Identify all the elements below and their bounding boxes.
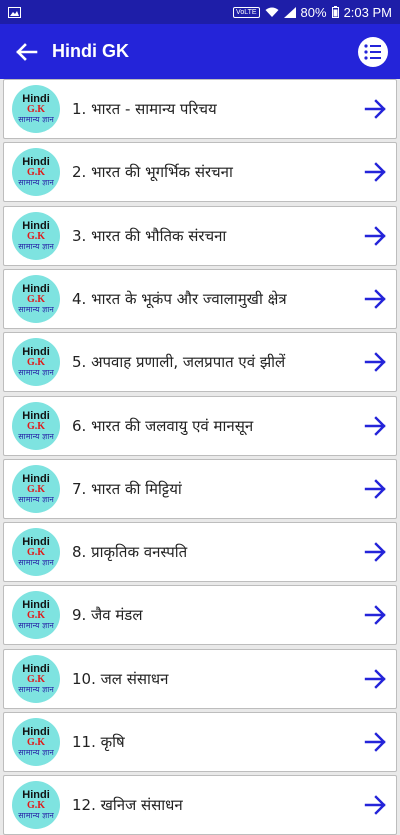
gallery-notification-icon bbox=[8, 7, 21, 18]
list-item-label: 2. भारत की भूगर्भिक संरचना bbox=[72, 163, 233, 182]
list-item-label: 10. जल संसाधन bbox=[72, 669, 169, 688]
arrow-right-icon[interactable] bbox=[356, 332, 396, 392]
arrow-right-icon[interactable] bbox=[356, 522, 396, 582]
logo-line2: G.K bbox=[26, 104, 46, 115]
list-item[interactable] bbox=[3, 269, 397, 329]
list-item-label: 3. भारत की भौतिक संरचना bbox=[72, 226, 227, 245]
logo-line1: Hindi bbox=[22, 282, 50, 295]
logo-line3: सामान्य ज्ञान bbox=[18, 241, 54, 251]
hindi-gk-logo bbox=[12, 212, 60, 260]
list-item-label: 6. भारत की जलवायु एवं मानसून bbox=[72, 416, 254, 435]
hindi-gk-logo bbox=[12, 718, 60, 766]
arrow-right-icon[interactable] bbox=[356, 79, 396, 139]
logo-line1: Hindi bbox=[22, 219, 50, 232]
logo-line2: G.K bbox=[26, 420, 46, 432]
list-item-label: 7. भारत की मिट्टियां bbox=[72, 479, 182, 498]
wifi-icon bbox=[265, 7, 279, 18]
logo-line3: सामान्य ज्ञान bbox=[18, 115, 54, 124]
logo-line1: Hindi bbox=[22, 409, 50, 422]
volte-badge: VoLTE bbox=[233, 7, 260, 18]
list-item-label: 1. भारत - सामान्य परिचय bbox=[72, 100, 217, 118]
logo-line3: सामान्य ज्ञान bbox=[18, 368, 54, 378]
list-item[interactable] bbox=[3, 206, 397, 266]
hindi-gk-logo bbox=[12, 465, 60, 513]
hindi-gk-logo bbox=[12, 528, 60, 576]
logo-line2: G.K bbox=[26, 673, 46, 685]
arrow-right-icon[interactable] bbox=[356, 649, 396, 709]
logo-line2: G.K bbox=[26, 357, 46, 369]
list-item[interactable] bbox=[3, 775, 397, 835]
logo-line1: Hindi bbox=[22, 726, 50, 738]
list-item[interactable] bbox=[3, 522, 397, 582]
app-bar bbox=[0, 24, 400, 79]
hindi-gk-logo bbox=[12, 275, 60, 323]
logo-line1: Hindi bbox=[22, 156, 50, 169]
logo-line3: सामान्य ज्ञान bbox=[18, 621, 54, 631]
logo-line3: सामान्य ज्ञान bbox=[18, 558, 54, 568]
list-item[interactable] bbox=[3, 332, 397, 392]
logo-line3: सामान्य ज्ञान bbox=[18, 494, 54, 504]
hindi-gk-logo bbox=[12, 148, 60, 196]
logo-line3: सामान्य ज्ञान bbox=[18, 811, 54, 821]
menu-button[interactable] bbox=[358, 37, 388, 67]
list-item-label: 11. कृषि bbox=[72, 733, 125, 751]
logo-line3: सामान्य ज्ञान bbox=[18, 431, 54, 441]
hindi-gk-logo bbox=[12, 781, 60, 829]
logo-line1: Hindi bbox=[22, 662, 50, 675]
hindi-gk-logo bbox=[12, 85, 60, 133]
hindi-gk-logo bbox=[12, 591, 60, 639]
arrow-right-icon[interactable] bbox=[356, 459, 396, 519]
arrow-right-icon[interactable] bbox=[356, 712, 396, 772]
list-item[interactable] bbox=[3, 396, 397, 456]
hindi-gk-logo bbox=[12, 338, 60, 386]
logo-line3: सामान्य ज्ञान bbox=[18, 748, 54, 757]
logo-line3: सामान्य ज्ञान bbox=[18, 684, 54, 694]
battery-percent: 80% bbox=[300, 4, 327, 20]
arrow-right-icon[interactable] bbox=[356, 269, 396, 329]
logo-line3: सामान्य ज्ञान bbox=[18, 304, 54, 314]
logo-line2: G.K bbox=[26, 293, 46, 305]
list-item-label: 9. जैव मंडल bbox=[72, 606, 143, 625]
arrow-right-icon[interactable] bbox=[356, 396, 396, 456]
logo-line2: G.K bbox=[26, 737, 46, 748]
logo-line1: Hindi bbox=[22, 789, 50, 802]
logo-line2: G.K bbox=[26, 230, 46, 242]
page-title: Hindi GK bbox=[52, 41, 129, 61]
logo-line2: G.K bbox=[26, 547, 46, 559]
arrow-right-icon[interactable] bbox=[356, 585, 396, 645]
arrow-right-icon[interactable] bbox=[356, 142, 396, 202]
list-item[interactable] bbox=[3, 649, 397, 709]
hindi-gk-logo bbox=[12, 402, 60, 450]
list-item[interactable] bbox=[3, 142, 397, 202]
arrow-right-icon[interactable] bbox=[356, 206, 396, 266]
list-item[interactable] bbox=[3, 712, 397, 772]
battery-icon bbox=[332, 6, 339, 18]
logo-line3: सामान्य ज्ञान bbox=[18, 178, 54, 188]
logo-line2: G.K bbox=[26, 800, 46, 812]
logo-line2: G.K bbox=[26, 610, 46, 622]
list-item-label: 8. प्राकृतिक वनस्पति bbox=[72, 543, 188, 562]
arrow-left-icon bbox=[15, 43, 37, 61]
list-item[interactable] bbox=[3, 79, 397, 139]
signal-icon bbox=[284, 7, 296, 18]
list-item[interactable] bbox=[3, 459, 397, 519]
clock: 2:03 PM bbox=[343, 4, 392, 20]
logo-line1: Hindi bbox=[22, 346, 50, 359]
list-item-label: 12. खनिज संसाधन bbox=[72, 796, 183, 815]
logo-line2: G.K bbox=[26, 483, 46, 495]
status-bar bbox=[0, 0, 400, 24]
logo-line1: Hindi bbox=[22, 536, 50, 549]
logo-line1: Hindi bbox=[22, 472, 50, 485]
arrow-right-icon[interactable] bbox=[356, 775, 396, 835]
logo-line1: Hindi bbox=[22, 599, 50, 612]
list-item[interactable] bbox=[3, 585, 397, 645]
back-button[interactable] bbox=[0, 24, 52, 79]
hindi-gk-logo bbox=[12, 655, 60, 703]
logo-line1: Hindi bbox=[22, 93, 50, 105]
list-menu-icon bbox=[363, 43, 383, 61]
logo-line2: G.K bbox=[26, 167, 46, 179]
list-item-label: 4. भारत के भूकंप और ज्वालामुखी क्षेत्र bbox=[72, 289, 287, 308]
list-item-label: 5. अपवाह प्रणाली, जलप्रपात एवं झीलें bbox=[72, 353, 286, 372]
